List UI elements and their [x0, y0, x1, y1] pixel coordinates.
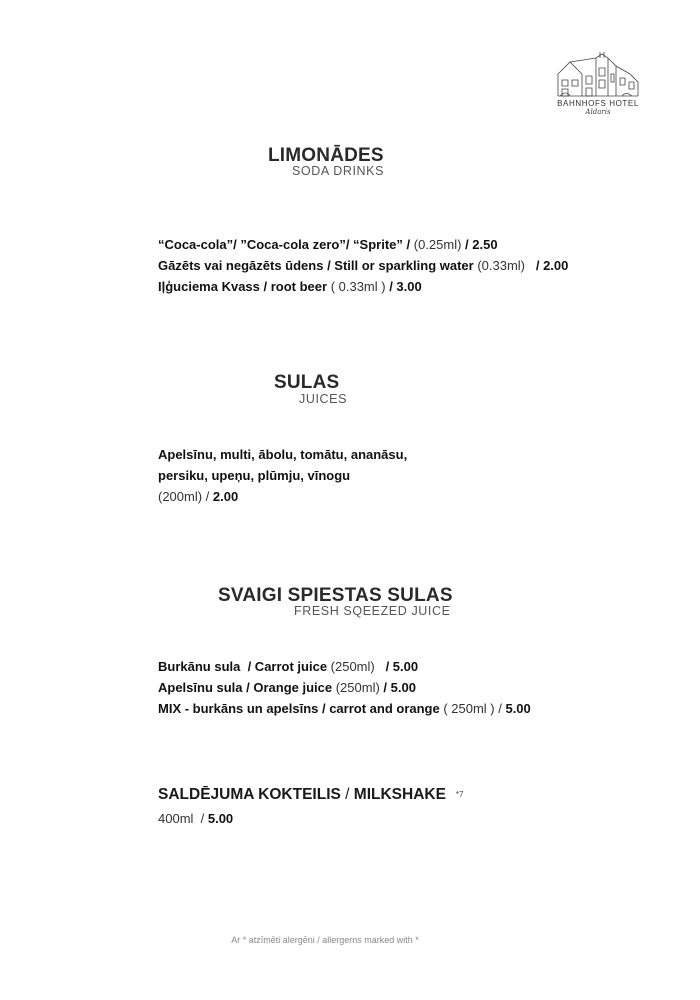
allergen-footnote: Ar * atzīmēti alergēni / allergerns marked with * — [231, 935, 419, 945]
lemonades-subtitle: SODA DRINKS — [292, 164, 385, 178]
fresh-subtitle: FRESH SQEEZED JUICE — [294, 604, 451, 618]
item-size: (250ml) — [330, 659, 375, 674]
list-item — [158, 234, 568, 255]
milkshake-price-line — [158, 808, 233, 829]
item-name: Iļģuciema Kvass / root beer — [158, 279, 331, 294]
milkshake-title-sep: / — [340, 786, 354, 803]
allergen-marker: *7 — [455, 790, 464, 800]
item-name: Gāzēts vai negāzēts ūdens / Still or sparkling water — [158, 258, 478, 273]
item-price: / 2.00 — [525, 258, 569, 273]
item-name: “Coca-cola”/ ”Coca-cola zero”/ “Sprite” / — [158, 237, 414, 252]
list-item — [158, 656, 531, 677]
item-price: / 2.50 — [461, 237, 498, 252]
item-name: Apelsīnu sula / Orange juice — [158, 680, 336, 695]
fresh-title: SVAIGI SPIESTAS SULAS — [218, 585, 453, 606]
item-price: 2.00 — [212, 489, 239, 504]
list-item — [158, 677, 531, 698]
item-size: ( 250ml ) / — [443, 701, 506, 716]
item-price: / 5.00 — [374, 659, 419, 674]
milkshake-title-lv: SALDĒJUMA KOKTEILIS — [158, 786, 341, 803]
juices-subtitle: JUICES — [299, 392, 348, 406]
item-size: (0.33ml) — [477, 258, 526, 273]
juices-price-line — [158, 486, 407, 507]
item-name: MIX - burkāns un apelsīns / carrot and orange — [158, 701, 444, 716]
item-size: (250ml) — [335, 680, 380, 695]
item-price: 5.00 — [505, 701, 531, 716]
list-item — [158, 255, 568, 276]
juices-line-2: persiku, upeņu, plūmju, vīnogu — [158, 468, 351, 483]
list-item — [158, 698, 531, 719]
milkshake-title — [158, 786, 463, 804]
hotel-building-icon — [556, 52, 640, 98]
item-size: (200ml) / — [158, 489, 213, 504]
juices-title: SULAS — [274, 372, 340, 393]
item-size: 400ml / — [158, 811, 208, 826]
lemonades-title: LIMONĀDES — [268, 145, 384, 166]
item-name: Burkānu sula / Carrot juice — [158, 659, 331, 674]
item-price: / 3.00 — [385, 279, 422, 294]
item-price: 5.00 — [207, 811, 234, 826]
list-item — [158, 276, 568, 297]
item-size: ( 0.33ml ) — [330, 279, 386, 294]
milkshake-title-en: MILKSHAKE — [353, 786, 446, 803]
item-price: / 5.00 — [379, 680, 416, 695]
fresh-list — [158, 656, 531, 719]
item-size: (0.25ml) — [413, 237, 462, 252]
juices-list — [158, 444, 407, 507]
logo-script: Aldaris — [585, 108, 611, 116]
lemonades-list — [158, 234, 568, 297]
hotel-logo — [552, 52, 644, 124]
logo-name: BAHNHOFS HOTEL — [557, 99, 639, 108]
juices-line-1: Apelsīnu, multi, ābolu, tomātu, ananāsu, — [158, 447, 408, 462]
